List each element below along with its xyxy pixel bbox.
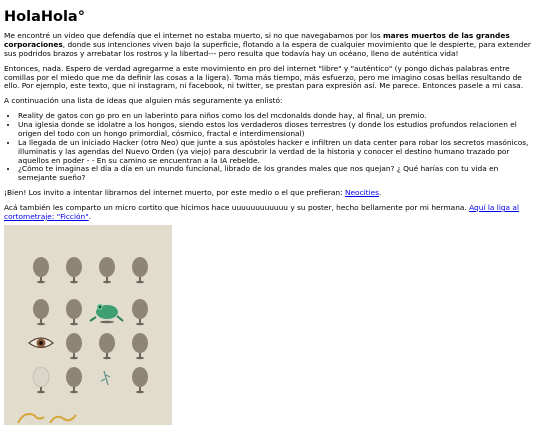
neocities-text: ¡Bien! Los invito a intentar librarnos del internet muerto, por este medio o el que prefieran: xyxy=(4,188,345,198)
page-title: HolaHola° xyxy=(4,9,85,25)
ideas-list xyxy=(4,112,535,183)
neocities-link[interactable]: Neocities xyxy=(344,188,380,198)
list-intro: A continuación una lista de ideas que alguien más seguramente ya enlistó: xyxy=(4,96,283,106)
list-item: • La llegada de un iniciado Hacker (otro Neo) que junte a sus apóstoles hacker e infiltren un data center para robar los secretos masónicos, illuminatis y las agendas del Nuevo Orden (ya viejo) para descubrir la verdad de la historia y conocer el destino humano trazado por aquellos en poder - - En su camino se encuentran a la IA rebelde. xyxy=(18,139,535,166)
intro-bold-phrase: mares muertos de las grandes corporaciones xyxy=(4,31,510,49)
intro-text-end: , donde sus intenciones viven bajo la superficie, flotando a la espera de cualquier movimiento que le despierte, para extender sus podridos brazos y arrebatar los rostros y la libertad--- pero resulta que todavía hay un océano, lleno de auténtica vida! xyxy=(4,39,531,58)
short-film-text-end: . xyxy=(88,211,92,221)
neocities-text-end: . xyxy=(379,188,382,198)
film-poster xyxy=(4,225,172,425)
list-item: • Reality de gatos con go pro en un laberinto para niños como los del mcdonalds donde hay, al final, un premio. xyxy=(18,112,535,121)
list-item: • ¿Cómo te imaginas el día a día en un mundo funcional, librado de los grandes males que nos quejan? ¿ Qué harías con tu vida en semejante sueño? xyxy=(18,165,535,183)
short-film-text: Acá también les comparto un micro cortito que hicimos hace uuuuuuuuuuuu y su poster, hecho bellamente por mi hermana. xyxy=(4,203,470,212)
short-film-link[interactable]: Aquí la liga al cortometraje: "Ficción" xyxy=(4,203,520,221)
second-paragraph: Entonces, nada. Espero de verdad agregarme a este movimiento en pro del internet "libre" y "auténtico" (y pongo dichas palabras entre comillas por el miedo que me da definir las cosas a la ligera). Toma más tiempo, más esfuerzo, pero me imagino cosas bellas resultando de ello. Por ejemplo, este texto, que ni instagram, ni facebook, ni twitter, se prestan para expresión así. Me parece. Entonces pasele a mi casa. xyxy=(4,63,524,91)
intro-text-start: Me encontré un video que defendía que el internet no estaba muerto, si no que navegabamos por los xyxy=(4,31,383,40)
intro-paragraph xyxy=(4,32,535,59)
short-film-paragraph xyxy=(4,204,535,222)
poster-art xyxy=(4,225,172,425)
neocities-paragraph xyxy=(4,189,535,198)
list-item: • Una iglesia donde se idolatre a los hongos, siendo estos los verdaderos dioses terrestres (y donde los estudios profundos relacionen el origen del todo con un hongo primordial, cósmico, fractal e interdimensional) xyxy=(18,121,535,139)
